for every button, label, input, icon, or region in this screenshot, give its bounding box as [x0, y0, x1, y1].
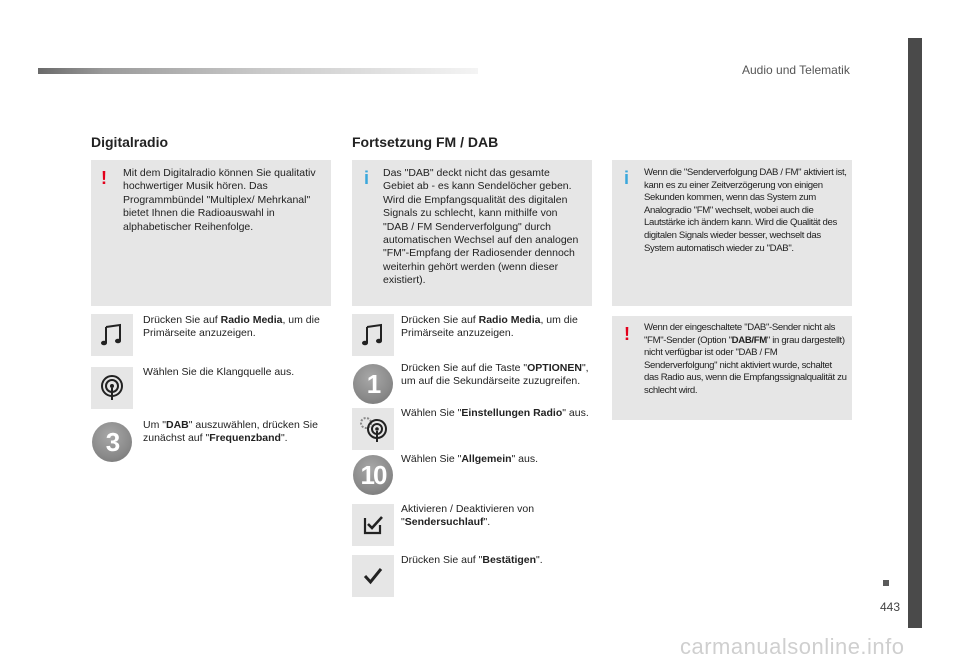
page-edge-bar: [908, 38, 922, 628]
watermark: carmanualsonline.info: [680, 634, 905, 659]
music-note-icon: [91, 314, 133, 356]
heading-digitalradio: Digitalradio: [91, 134, 169, 150]
middle-step-3-text: Wählen Sie "Einstellungen Radio" aus.: [401, 407, 589, 419]
middle-step-1-text: Drücken Sie auf Radio Media, um die Primärseite anzuzeigen.: [401, 314, 578, 340]
page-number: 443: [880, 600, 901, 614]
radio-settings-icon: [352, 408, 394, 450]
radio-source-icon: [91, 367, 133, 409]
warning-text: Mit dem Digitalradio können Sie qualitativ hochwertiger Musik hören. Das Programmbündel "Multiplex/ Mehrkanal" bietet Ihnen die Radioauswahl in alphabetischer Reihenfolge.: [123, 167, 316, 233]
info-box-senderverfolgung: [612, 160, 852, 306]
warning-icon: !: [624, 324, 630, 344]
music-note-icon: [352, 314, 394, 356]
info-text: Das "DAB" deckt nicht das gesamte Gebiet ab - es kann Sendelöcher geben. Wird die Empfangsqualität des digitalen Signals zu schlecht, kann mithilfe von "DAB / FM Senderverfolgung" durch automatischen Wechsel auf den analogen "FM"-Empfang der Radiosender dennoch weiterhin gehört werden (wenn dieser existiert).: [383, 167, 579, 287]
left-step-2-text: Wählen Sie die Klangquelle aus.: [143, 366, 295, 378]
info-box-dab: [352, 160, 592, 306]
left-step-3-text: Um "DAB" auszuwählen, drücken Sie zunächst auf "Frequenzband".: [143, 419, 318, 445]
middle-step-6-text: Drücken Sie auf "Bestätigen".: [401, 554, 543, 566]
warning-icon: !: [101, 168, 107, 188]
middle-step-5-text: Aktivieren / Deaktivieren von "Sendersuchlauf".: [401, 503, 535, 529]
warning-text: Wenn der eingeschaltete "DAB"-Sender nicht als "FM"-Sender (Option "DAB/FM" in grau dargestellt) nicht verfügbar ist oder "DAB / FM Senderverfolgung" nicht aktiviert wurde, schaltet das Radio aus, wenn die Empfangssignalqualität zu schlecht wird.: [644, 322, 847, 396]
section-title: Audio und Telematik: [742, 63, 850, 77]
info-icon: i: [624, 168, 630, 188]
checkbox-toggle-icon: [352, 504, 394, 546]
middle-step-4-text: Wählen Sie "Allgemein" aus.: [401, 453, 539, 465]
confirm-check-icon: [352, 555, 394, 597]
header-gradient-bar: [38, 68, 478, 74]
step-number-badge: 1: [353, 364, 393, 404]
step-number-badge: 3: [92, 422, 132, 462]
warning-box-digitalradio: [91, 160, 331, 306]
heading-fortsetzung: Fortsetzung FM / DAB: [352, 134, 499, 150]
step-number-badge: 10: [353, 455, 393, 495]
left-step-1-text: Drücken Sie auf Radio Media, um die Primärseite anzuzeigen.: [143, 314, 320, 340]
page-marker: [883, 580, 889, 586]
middle-step-2-text: Drücken Sie auf die Taste "OPTIONEN", um auf die Sekundärseite zuzugreifen.: [401, 362, 589, 388]
warning-box-dab-fm: [612, 316, 852, 420]
info-icon: i: [364, 168, 370, 188]
info-text: Wenn die "Senderverfolgung DAB / FM" aktiviert ist, kann es zu einer Zeitverzögerung von einigen Sekunden kommen, wenn das System zum Analogradio "FM" wechselt, wobei auch die Lautstärke ich ändern kann. Wird die Qualität des digitalen Signals wieder besser, wechselt das System automatisch wieder zu "DAB".: [644, 167, 847, 254]
